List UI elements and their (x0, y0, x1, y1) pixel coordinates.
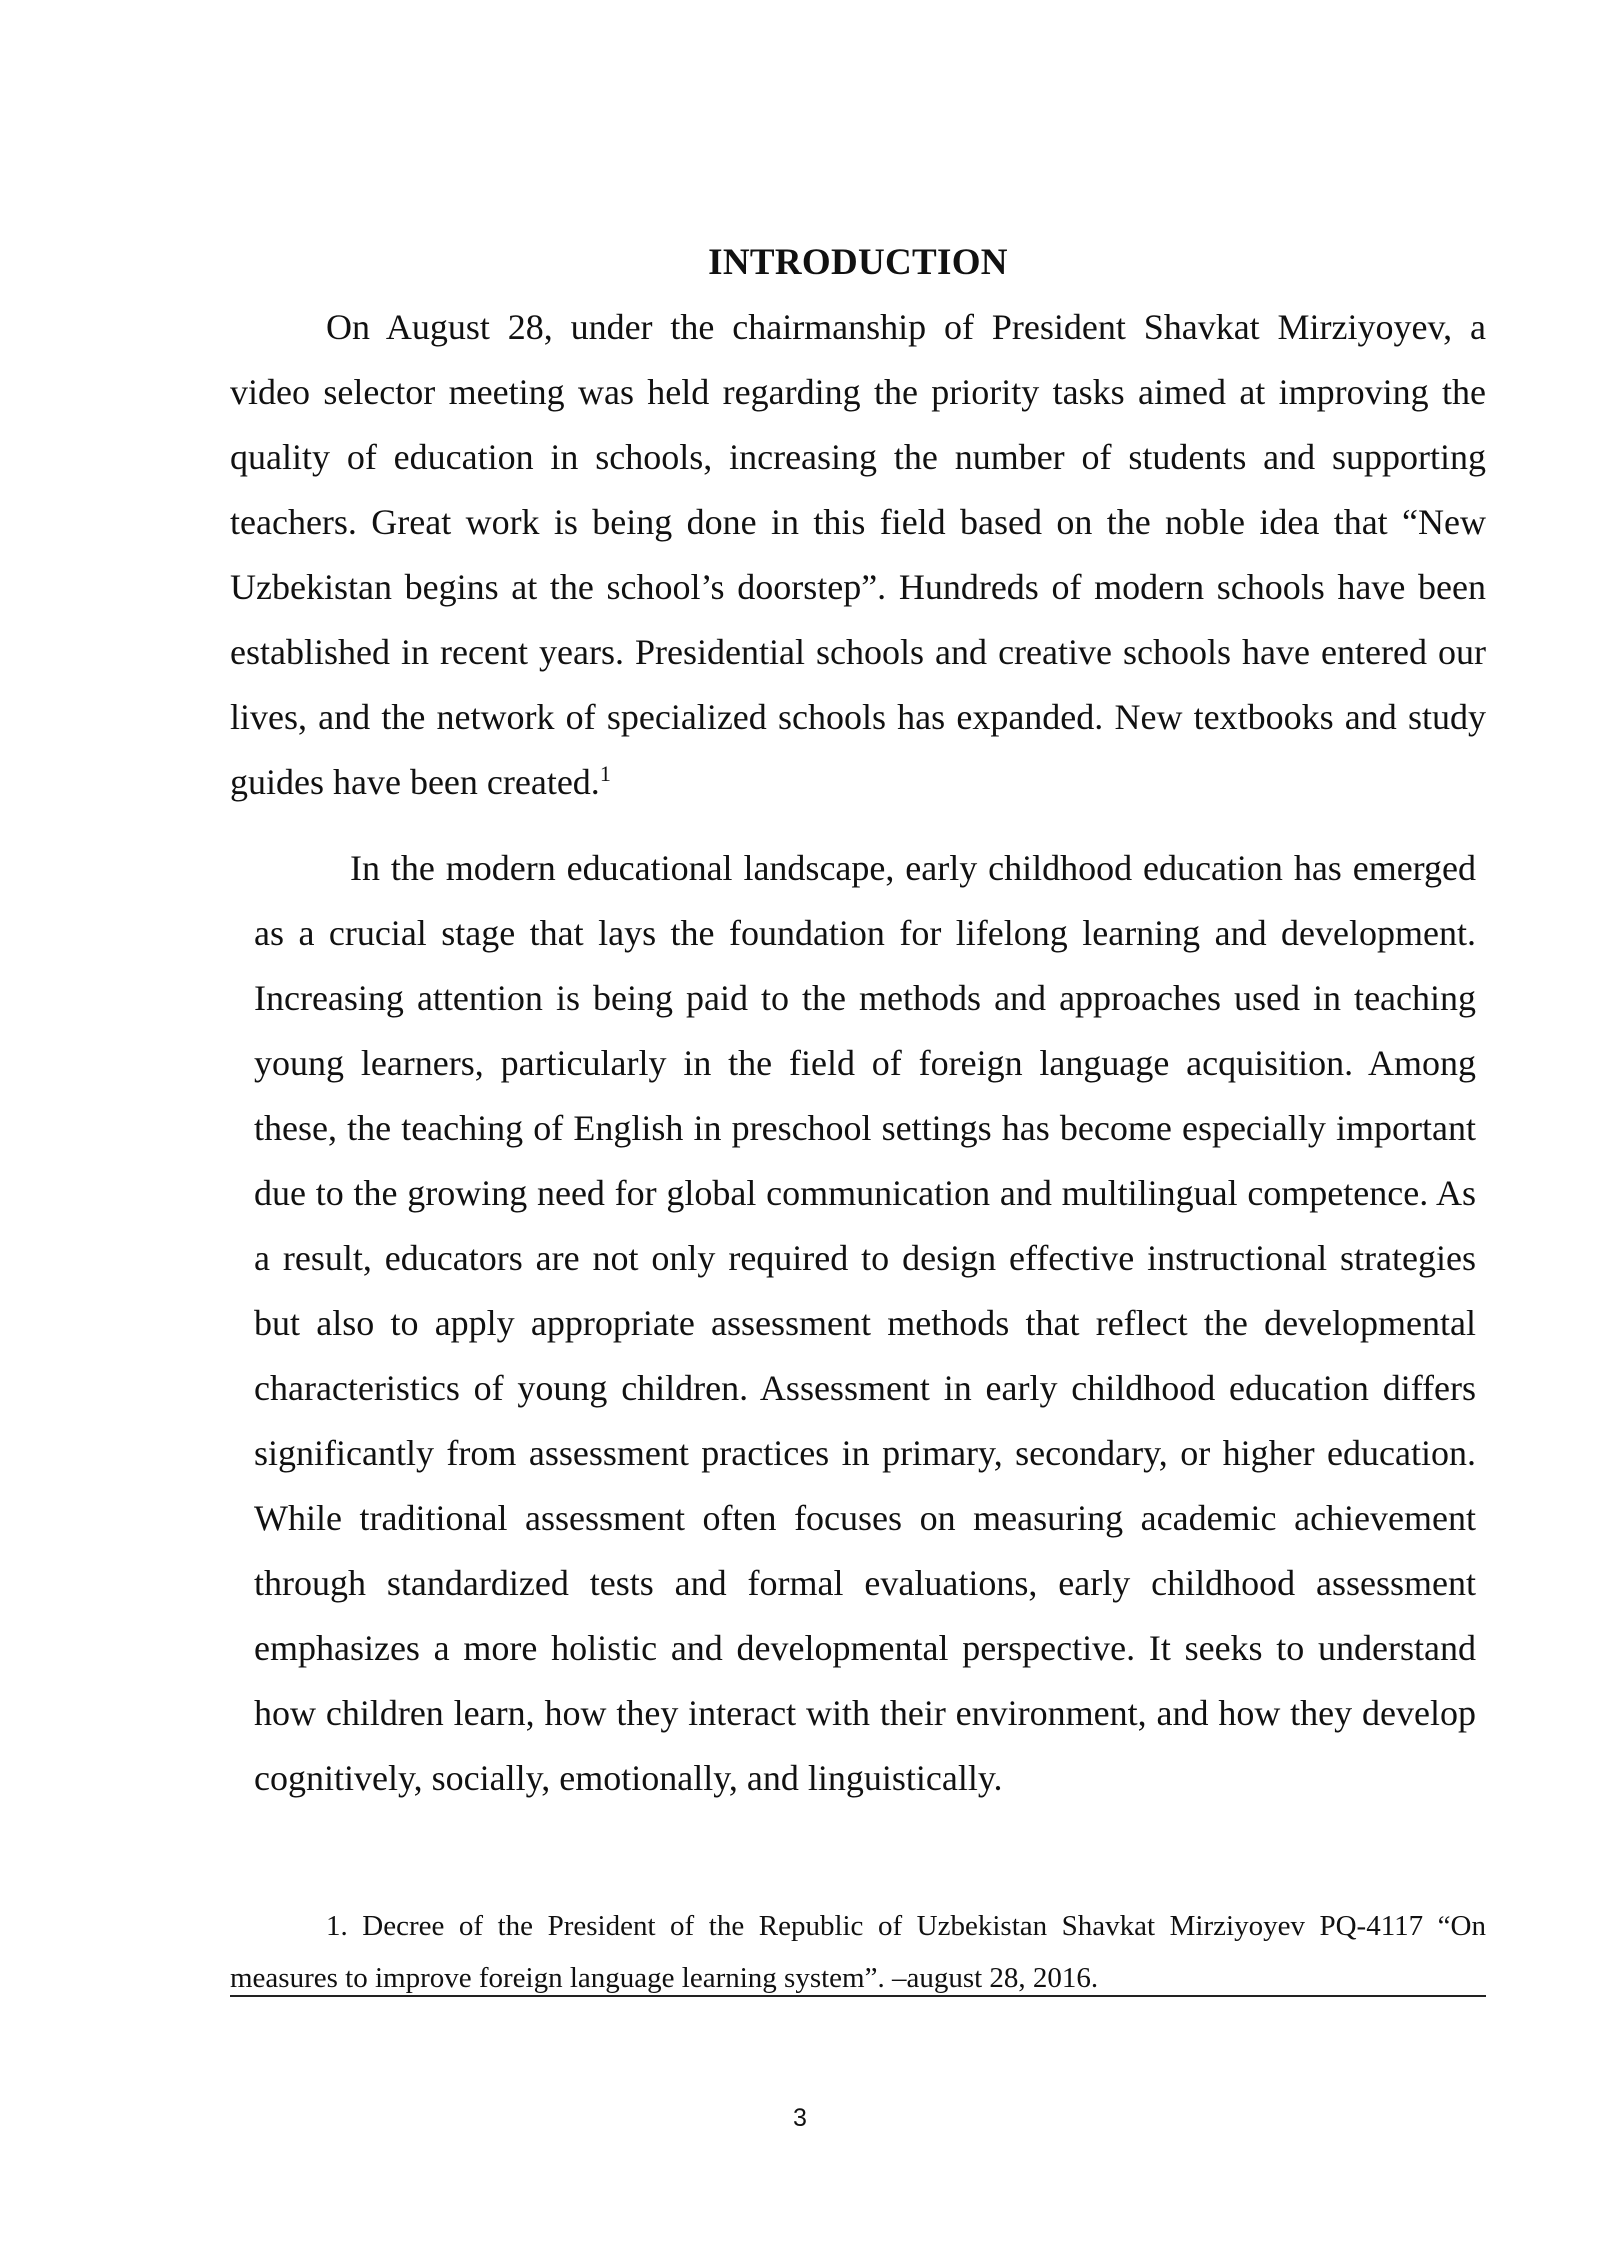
paragraph-2: In the modern educational landscape, early childhood education has emerged as a crucial stage that lays the foundation for lifelong learning and development. Increasing attention is being paid to the methods and approaches used in teaching young learners, particularly in the field of foreign language acquisition. Among these, the teaching of English in preschool settings has become especially important due to the growing need for global communication and multilingual competence. As a result, educators are not only required to design effective instructional strategies but also to apply appropriate assessment methods that reflect the developmental characteristics of young children. Assessment in early childhood education differs significantly from assessment practices in primary, secondary, or higher education. While traditional assessment often focuses on measuring academic achievement through standardized tests and formal evaluations, early childhood assessment emphasizes a more holistic and developmental perspective. It seeks to understand how children learn, how they interact with their environment, and how they develop cognitively, socially, emotionally, and linguistically. (254, 848, 1476, 1798)
footnote-divider (230, 1995, 1486, 1997)
page-title: INTRODUCTION (708, 242, 1008, 283)
paragraph-1 (230, 295, 1486, 815)
paragraph-1-text: On August 28, under the chairmanship of President Shavkat Mirziyoyev, a video selector meeting was held regarding the priority tasks aimed at improving the quality of education in schools, increasing the number of students and supporting teachers. Great work is being done in this field based on the noble idea that “New Uzbekistan begins at the school’s doorstep”. Hundreds of modern schools have been established in recent years. Presidential schools and creative schools have entered our lives, and the network of specialized schools has expanded. New textbooks and study guides have been created. (230, 307, 1486, 802)
footnote-reference: 1 (599, 761, 611, 786)
page-number: 3 (793, 2104, 807, 2132)
footnote: 1. Decree of the President of the Republic of Uzbekistan Shavkat Mirziyoyev PQ-4117 “On measures to improve foreign language learning system”. –august 28, 2016. (230, 1910, 1486, 1994)
